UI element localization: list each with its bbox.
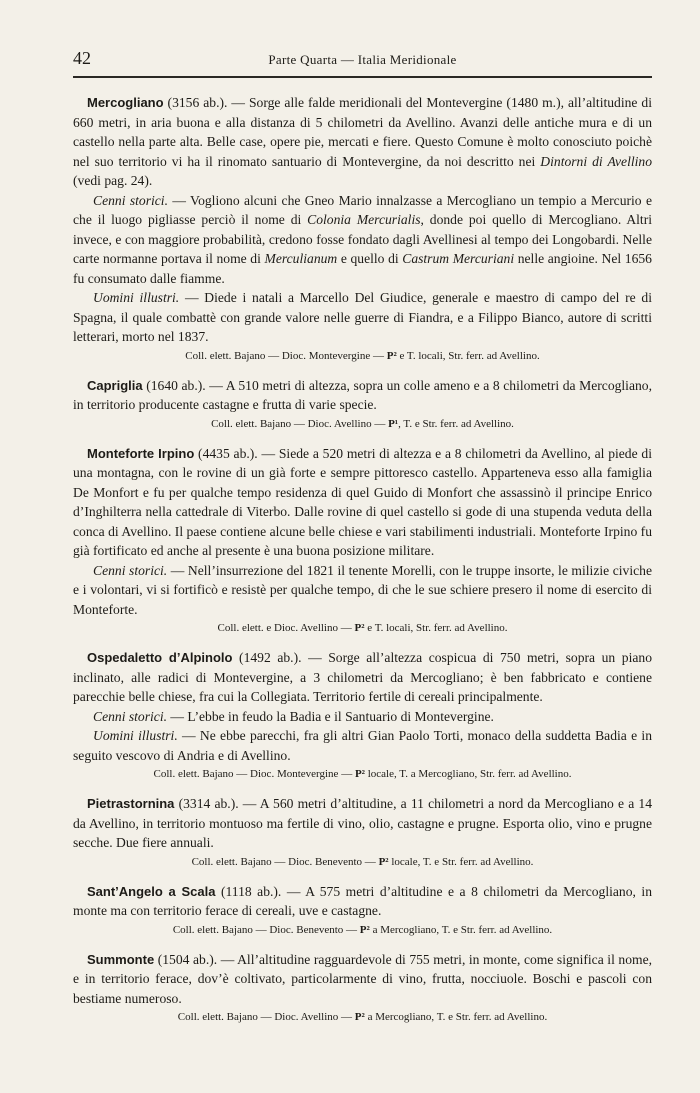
notable-people: Uomini illustri. — Ne ebbe parecchi, fra gli altri Gian Paolo Torti, monaco della suddetta Badia e in seguito vescovo di Andria e di Avellino. bbox=[73, 728, 653, 763]
entry-description: Mercogliano (3156 ab.). — Sorge alle falde meridionali del Montevergine (1480 m.), all’altitudine di 660 metri, in aria buona e alla distanza di 5 chilometri da Avellino. Avanzi delle antiche mura e di un castello nella parte alta. Belle case, opere pie, mercati e fiere. Questo Comune è molto conosciuto poichè nel suo territorio vi ha il rinomato santuario di Montevergine, da noi descritto nei Dintorni di Avellino (vedi pag. 24). bbox=[73, 95, 653, 188]
entry-ospedaletto-d-alpinolo bbox=[73, 648, 652, 782]
population: (1492 ab.). bbox=[232, 650, 302, 665]
historical-notes: Cenni storici. — Nell’insurrezione del 1821 il tenente Morelli, con le truppe insorte, le milizie civiche e i volontari, vi si fortificò e resistè per qualche tempo, di che le sue schiere presero il nome di esercito di Monteforte. bbox=[73, 562, 652, 617]
administrative-info: Coll. elett. Bajano — Dioc. Benevento — P² locale, T. e Str. ferr. ad Avellino. bbox=[191, 855, 534, 868]
administrative-info: Coll. elett. Bajano — Dioc. Avellino — P¹, T. e Str. ferr. ad Avellino. bbox=[211, 417, 514, 430]
entry-description: Sant’Angelo a Scala (1118 ab.). — A 575 metri d’altitudine e a 8 chilometri da Mercogliano, in monte ma con territorio ferace di cereali, uve e castagne. bbox=[73, 883, 652, 918]
place-name: Mercogliano bbox=[87, 95, 164, 110]
population: (1118 ab.). bbox=[215, 883, 282, 899]
administrative-info: Coll. elett. e Dioc. Avellino — P² e T. locali, Str. ferr. ad Avellino. bbox=[217, 622, 508, 634]
entry-description: Pietrastornina (3314 ab.). — A 560 metri d’altitudine, a 11 chilometri a nord da Mercogliano e a 14 da Avellino, in territorio montuoso ma fertile di vino, olio, castagne e prugne. Esporta olio, vino e prugne secche. Due fiere annuali. bbox=[73, 796, 652, 850]
header-rule bbox=[73, 76, 652, 78]
entry-monteforte-irpino bbox=[73, 444, 652, 637]
running-title: Parte Quarta — Italia Meridionale bbox=[268, 52, 457, 67]
entry-description: Capriglia (1640 ab.). — A 510 metri di altezza, sopra un colle ameno e a 8 chilometri da Mercogliano, in territorio producente castagne e frutta di varie specie. bbox=[73, 377, 652, 412]
entry-summonte bbox=[73, 950, 652, 1026]
section-label: Cenni storici. bbox=[93, 708, 168, 724]
place-name: Pietrastornina bbox=[87, 796, 175, 811]
place-name: Summonte bbox=[87, 951, 155, 967]
entry-pietrastornina bbox=[73, 794, 652, 870]
administrative-info: Coll. elett. Bajano — Dioc. Montevergine — P² locale, T. a Mercogliano, Str. ferr. ad Avellino. bbox=[153, 768, 572, 780]
population: (3314 ab.). bbox=[174, 796, 239, 811]
historical-notes: Cenni storici. — L’ebbe in feudo la Badia e il Santuario di Montevergine. bbox=[93, 708, 494, 724]
page-number: 42 bbox=[73, 48, 91, 68]
section-label: Cenni storici. bbox=[93, 562, 168, 578]
notable-people: Uomini illustri. — Diede i natali a Marcello Del Giudice, generale e maestro di campo del re di Spagna, il quale combattè con grande valore nelle guerre di Fiandra, e a Filippo Bianco, autore di scritti letterari, morto nel 1837. bbox=[73, 290, 653, 344]
entry-capriglia bbox=[73, 376, 652, 432]
entry-description: Ospedaletto d’Alpinolo (1492 ab.). — Sorge all’altezza cospicua di 750 metri, sopra un piano inclinato, alle radici di Montevergine, a 3 chilometri da Mercogliano; è ben fabbricato e contiene parecchie belle chiese, fra cui la Collegiata. Territorio fertile di cereali principalmente. bbox=[73, 650, 653, 704]
administrative-info: Coll. elett. Bajano — Dioc. Avellino — P² a Mercogliano, T. e Str. ferr. ad Avellino. bbox=[177, 1011, 548, 1023]
running-head bbox=[73, 48, 652, 70]
entry-sant-angelo-a-scala bbox=[73, 882, 652, 938]
place-name: Monteforte Irpino bbox=[87, 445, 195, 461]
place-name: Sant’Angelo a Scala bbox=[87, 883, 216, 899]
section-label: Cenni storici. bbox=[93, 192, 168, 208]
administrative-info: Coll. elett. Bajano — Dioc. Montevergine — P² e T. locali, Str. ferr. ad Avellino. bbox=[185, 349, 540, 362]
entry-mercogliano bbox=[73, 93, 652, 364]
page-body bbox=[73, 93, 652, 1037]
section-label: Uomini illustri. bbox=[93, 290, 180, 305]
entry-description: Summonte (1504 ab.). — All’altitudine ragguardevole di 755 metri, in monte, come significa il nome, e in territorio ferace, dov’è coltivato, particolarmente di vino, frutta, nocciuole. Boschi e pascoli con bestiame numeroso. bbox=[73, 951, 652, 1006]
place-name: Capriglia bbox=[87, 377, 143, 393]
population: (1640 ab.). bbox=[142, 377, 206, 393]
cross-reference: Dintorni di Avellino bbox=[540, 153, 653, 169]
section-label: Uomini illustri. bbox=[93, 728, 178, 743]
administrative-info: Coll. elett. Bajano — Dioc. Benevento — P² a Mercogliano, T. e Str. ferr. ad Avellino. bbox=[172, 923, 553, 936]
population: (4435 ab.). bbox=[194, 445, 258, 461]
historical-notes: Cenni storici. — Vogliono alcuni che Gneo Mario innalzasse a Mercogliano un tempio a Mercurio e che il luogo pigliasse perciò il nome di Colonia Mercurialis, donde poi quello di Mercogliano. Altri invece, e con maggiore probabilità, credono fosse fondato dagli Avellinesi al tempo dei Longobardi. Nelle carte normanne portava il nome di Merculianum e quello di Castrum Mercuriani nelle angioine. Nel 1656 fu consumato dalle fiamme. bbox=[73, 192, 653, 286]
entry-description: Monteforte Irpino (4435 ab.). — Siede a 520 metri di altezza e a 8 chilometri da Avellino, al piede di una montagna, con le rovine di un già forte e sempre pittoresco castello. Apparteneva esso alla famiglia De Monfort e fu per qualche tempo residenza di quel Guido di Monfort che assassinò il principe Enrico d’Inghilterra nella cattedrale di Viterbo. Dalle rovine di quel castello si gode di una stupenda veduta della conca di Avellino. Il paese contiene alcune belle chiese e vari stabilimenti industriali. Monteforte Irpino fu già fortificato ed anche al presente è una buona posizione militare. bbox=[73, 445, 652, 558]
place-name: Ospedaletto d’Alpinolo bbox=[87, 650, 233, 665]
population: (3156 ab.). bbox=[163, 95, 228, 110]
population: (1504 ab.). bbox=[154, 951, 218, 967]
